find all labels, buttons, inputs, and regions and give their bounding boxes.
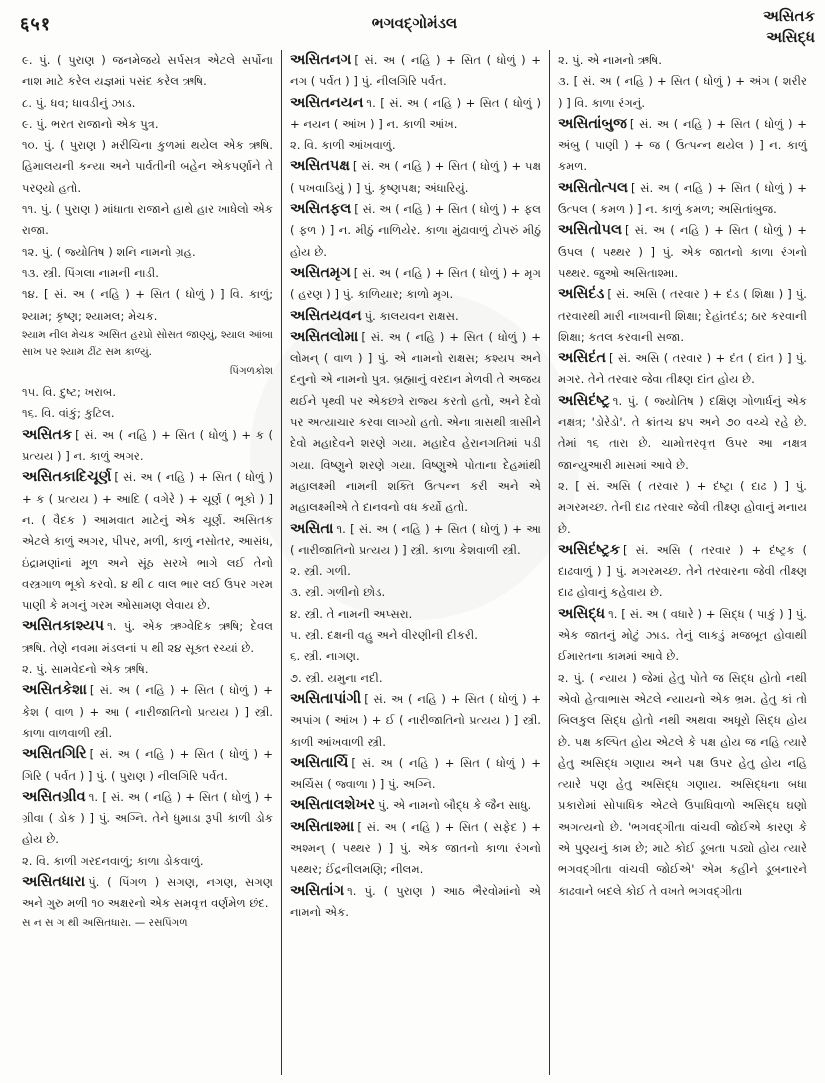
entry-headword: અસિતનગ — [290, 52, 352, 68]
entry-definition: ૨. પું. એ નામનો ઋષિ. — [558, 53, 662, 67]
dictionary-entry — [22, 744, 273, 787]
dictionary-entry — [558, 476, 807, 540]
dictionary-entry — [22, 382, 273, 403]
guide-word-last: અસિદ્ધ — [766, 28, 815, 46]
entry-quotation: શ્યામ નીલ મેચક અસિત હરપ્રો સોસત જાણ્યું, શ્યાલ આંબા સાખ પર શ્યામ ઢીંટ સમ કાળ્યું. — [22, 328, 273, 358]
dictionary-entry — [22, 403, 273, 424]
entry-headword: અસિતાંબુજ — [558, 115, 627, 132]
dictionary-entry — [290, 50, 541, 93]
entry-definition: [ સં. અ ( નહિ ) + સિત ( ધોળું ) + ક ( પ્રત્યય ) + આદિ ( વગેરે ) + ચૂર્ણ ( ભૂકો ) ] ન. ( વૈદક ) આમવાત માટેનું એક ચૂર્ણ. અસિતક એટલે કાળું અગર, પીપર, મળી, કાળું નસોતર, આસંધ, ઇંદ્રામણાંનાં મૂળ અને સૂંઠ સરખે ભાગે લઈ તેનો વસ્ત્રગાળ ભૂકો કરવો. ૪ થી ૮ વાલ ભાર લઈ ઉપર ગરમ પાણી કે મગનું ગરમ ઓસામણ લેવાય છે. — [22, 470, 273, 613]
column-1 — [14, 50, 281, 1075]
dictionary-entry — [558, 348, 807, 391]
dictionary-entry — [290, 689, 541, 753]
column-3 — [549, 50, 815, 1075]
entry-headword: અસિતકાદિચૂર્ણ — [22, 469, 112, 486]
dictionary-entry — [290, 263, 541, 306]
entry-source: પિંગળકોશ — [229, 364, 273, 377]
dictionary-entry — [558, 284, 807, 348]
entry-headword: અસિતાર્ચિ — [290, 754, 349, 771]
entry-headword: અસિતધારા — [22, 873, 86, 890]
entry-headword: અસિતાંગ — [290, 882, 345, 899]
dictionary-entry — [22, 659, 273, 680]
dictionary-entry — [22, 361, 273, 382]
entry-headword: અસિતનયન — [290, 94, 364, 111]
entry-definition: [ સં. અ ( નહિ ) + સિત ( ધોળું ) + મૃગ ( હરણ ) ] પું. કાળિયાર; કાળો મૃગ. — [290, 265, 541, 302]
dictionary-entry — [290, 753, 541, 796]
entry-definition: [ સં. અસિ ( તરવાર ) + દંત ( દાંત ) ] પું. મગર. તેને તરવાર જેવા તીક્ષ્ણ દાંત હોય છે. — [558, 351, 807, 387]
dictionary-entry — [558, 668, 807, 902]
dictionary-entry — [22, 872, 273, 915]
dictionary-entry — [558, 604, 807, 668]
dictionary-entry — [290, 881, 541, 924]
entry-definition: ૧. પું. એક ઋગ્વેદિક ઋષિ; દેવલ ઋષિ. તેણે નવમા મંડલનાં ૫ થી ૨૪ સૂક્ત રચ્યાં છે. — [22, 619, 273, 655]
dictionary-entry — [22, 242, 273, 263]
entry-headword: અસિતકાશ્યપ — [22, 618, 105, 635]
dictionary-entry — [22, 467, 273, 616]
entry-definition: ૯. પું. ( પુરાણ ) જનમેજયે સર્પસત્ર એટલે સર્પોના નાશ માટે કરેલ યજ્ઞમાં પસંદ કરેલ ઋષિ. — [22, 53, 273, 89]
entry-headword: અસિતકેશા — [22, 682, 87, 699]
entry-definition: [ સં. અ ( નહિ ) + સિત ( ધોળું ) + ઉત્પલ ( કમળ ) ] ન. કાળું કમળ; અસિતાંબુજ. — [558, 180, 807, 217]
entry-headword: અસિતગિરિ — [22, 746, 87, 763]
entry-definition: ૧૩. સ્ત્રી. પિંગલા નામની નાડી. — [22, 265, 159, 280]
entry-headword: અસિદંડ — [558, 286, 605, 303]
dictionary-entry — [290, 93, 541, 136]
entry-definition: ૯. પું. ભરત રાજાનો એક પુત્ર. — [22, 116, 159, 131]
entry-definition: ૮. પું. ધવ; ધાવડીનું ઝાડ. — [22, 95, 136, 110]
dictionary-entry — [22, 425, 273, 468]
entry-headword: અસિતાપાંગી — [290, 690, 362, 707]
dictionary-entry — [290, 668, 541, 689]
entry-headword: અસિતા — [290, 520, 334, 537]
page-number: ६५१ — [20, 14, 52, 35]
entry-definition: ૧. [ સં. અ ( વધારે ) + સિદ્ધ ( પાકું ) ] પું. એક જાતનું મોટું ઝાડ. તેનું લાકડું મજબૂત હોવાથી ઈમારતના કામમાં આવે છે. — [558, 606, 807, 664]
entry-definition: ૧. [ સં. અ ( નહિ ) + સિત ( ધોળું ) + ગ્રીવા ( ડોક ) ] પું. અગ્નિ. તેને ધુમાડા રૂપી કાળી ડોક હોય છે. — [22, 789, 273, 847]
entry-definition: [ સં. અ ( નહિ ) + સિત ( ધોળું ) + ઉપલ ( પથ્થર ) ] પું. એક જાતનો કાળા રંગનો પથ્થર. જુઓ અસિતાશ્મા. — [558, 223, 807, 280]
dictionary-entry — [290, 306, 541, 327]
dictionary-entry — [558, 178, 807, 221]
entry-definition: ૧૦. પું. ( પુરાણ ) મરીચિના કુળમાં થયેલ એક ઋષિ. હિમાલયની કન્યા અને પાર્વતીની બહેન એકપર્ણાને તે પરણ્યો હતો. — [22, 138, 273, 195]
entry-definition: [ સં. અ ( નહિ ) + સિત ( ધોળું ) + ફલ ( ફળ ) ] ન. મીઠું નાળિયેર. કાળા મુંઢાવાળું ટોપરું મીઠું હોય છે. — [290, 202, 541, 259]
dictionary-entry — [558, 391, 807, 476]
entry-headword: અસિદંષ્ટ્ર — [558, 392, 610, 409]
entry-definition: ૫. સ્ત્રી. દક્ષની વહુ અને વીરણીની દીકરી. — [290, 628, 478, 643]
dictionary-entry — [558, 220, 807, 284]
dictionary-entry — [22, 327, 273, 361]
dictionary-entry — [22, 851, 273, 872]
entry-definition: ૧૫. વિ. દુષ્ટ; ખરાબ. — [22, 385, 117, 400]
entry-headword: અસિદંષ્ટ્રક — [558, 541, 621, 558]
entry-definition: ૧. પું. ( જ્યોતિષ ) દક્ષિણ ગોળાર્ધનું એક નક્ષત્ર; 'ડોરેડો'. તે ક્રાંતચ ૪૫ અને ૭૦ વચ્ચે રહે છે. તેમાં ૧૬ તારા છે. ચામોત્તરવૃત્ત ઉપર આ નક્ષત્ર જાન્યુઆરી માસમાં આવે છે. — [558, 393, 807, 472]
entry-definition: ૨. પું. ( ન્યાય ) જેમાં હેતુ પોતે જ સિદ્ધ હોતો નથી એવો હેત્વાભાસ એટલે ન્યાયનો એક ભ્રમ. હેતુ કાં તો બિલકુલ સિદ્ધ હોતો નથી અથવા અધૂરો સિદ્ધ હોય છે. પક્ષ કલ્પિત હોય એટલે કે પક્ષ હોય જ નહિ ત્યારે હેતુ અસિદ્ધ ગણાય અને પક્ષ ઉપર હેતુ હોય નહિ ત્યારે પણ હેતુ અસિદ્ધ ગણાય. અસિદ્ધના બધા પ્રકારોમાં સોપાધિક એટલે ઉપાધિવાળો અસિદ્ધ ઘણો અગત્યનો છે. 'ભગવદ્ગીતા વાંચવી જોઈએ કારણ કે એ પુણ્યનું કામ છે; માટે કોઈ ડૂબતા પડ્યો હોય ત્યારે ભગવદ્ગીતા વાંચવી જોઈએ' એમ કહીને ડૂબનારને કાઢવાને બદલે કોઈ તે વખતે ભગવદ્ગીતા — [558, 670, 807, 898]
dictionary-entry — [22, 680, 273, 744]
dictionary-entry — [290, 604, 541, 625]
dictionary-entry — [290, 519, 541, 562]
entry-definition: ૩. [ સં. અ ( નહિ ) + સિત ( ધોળું ) + અંગ ( શરીર ) ] વિ. કાળા રંગનું. — [558, 74, 807, 110]
entry-definition: ૪. સ્ત્રી. તે નામની અપ્સરા. — [290, 606, 413, 621]
entry-definition: ૧૧. પું. ( પુરાણ ) માંધાતા રાજાને હાથે હાર ખાધેલો એક રાજા. — [22, 202, 273, 238]
entry-definition: [ સં. અ ( નહિ ) + સિત ( ધોળું ) + કેશ ( વાળ ) + આ ( નારીજાતિનો પ્રત્યય ) ] સ્ત્રી. કાળા વાળવાળી સ્ત્રી. — [22, 683, 273, 740]
dictionary-entry — [558, 50, 807, 71]
entry-definition: ૨. સ્ત્રી. ગળી. — [290, 564, 351, 579]
entry-definition: ૧૨. પું. ( જ્યોતિષ ) શનિ નામનો ગ્રહ. — [22, 244, 196, 259]
dictionary-entry — [290, 582, 541, 603]
dictionary-entry — [558, 71, 807, 114]
dictionary-entry — [290, 327, 541, 519]
dictionary-entry — [290, 135, 541, 156]
entry-headword: અસિદંત — [558, 350, 607, 367]
entry-definition: ૩. સ્ત્રી. ગળીનો છોડ. — [290, 585, 386, 600]
entry-headword: અસિતલોમા — [290, 328, 359, 345]
dictionary-entry — [22, 915, 273, 932]
dictionary-entry — [290, 795, 541, 816]
entry-definition: [ સં. અ ( નહિ ) + સિત ( ધોળું ) + અર્ચિસ ( જ્વાળા ) ] પું. અગ્નિ. — [290, 755, 541, 792]
entry-definition: ૨. [ સં. અસિ ( તરવાર ) + દંષ્ટ્રા ( દાઢ ) ] પું. મગરમચ્છ. તેની દાઢ તરવાર જેવી તીક્ષ્ણ હોવાનું મનાય છે. — [558, 478, 807, 536]
entry-headword: અસિતાશ્મા — [290, 818, 355, 835]
entry-definition: [ સં. અ ( નહિ ) + સિત ( ધોળું ) + ક ( પ્રત્યય ) ] ન. કાળું અગર. — [22, 427, 273, 464]
entry-definition: ૭. સ્ત્રી. યમુના નદી. — [290, 670, 383, 685]
guide-words — [763, 6, 815, 48]
dictionary-entry — [22, 284, 273, 327]
entry-definition: ૧૪. [ સં. અ ( નહિ ) + સિત ( ધોળું ) ] વિ. કાળું; શ્યામ; કૃષ્ણ; શ્યામલ; મેચક. — [22, 287, 273, 323]
entry-definition: ૧. [ સં. અ ( નહિ ) + સિત ( ધોળું ) + આ ( નારીજાતિનો પ્રત્યય ) ] સ્ત્રી. કાળા કેશવાળી સ્ત્રી. — [290, 521, 541, 557]
entry-definition: [ સં. અ ( નહિ ) + સિત ( ધોળું ) + લોમન્ ( વાળ ) ] પું. એ નામનો રાક્ષસ; કશ્યપ અને દનુનો એ નામનો પુત્ર. બ્રહ્માનું વરદાન મેળવી તે અજય થઈને પૃથ્વી પર એકછત્રે રાજ્ય કરતો હતો, અને દેવો પર અત્યાચાર કરવા લાગ્યો હતો. એના ત્રાસથી ત્રાસીને દેવો મહાદેવને શરણે ગયા. મહાદેવ હેરાનગતિમાં પડી ગયા. વિષ્ણુને શરણે ગયા. વિષ્ણુએ પોતાના દેહમાંથી મહાલક્ષ્મી નામની શક્તિ ઉત્પન્ન કરી અને એ મહાલક્ષ્મીએ તે દાનવનો વધ કર્યો હતો. — [290, 329, 541, 515]
dictionary-entry — [22, 93, 273, 114]
entry-definition: [ સં. અ ( નહિ ) + સિત ( ધોળું ) + ગિરિ ( પર્વત ) ] પું. ( પુરાણ ) નીલગિરિ પર્વત. — [22, 747, 273, 783]
entry-definition: ૬. સ્ત્રી. નાગણ. — [290, 649, 360, 664]
entry-definition: ૧. [ સં. અ ( નહિ ) + સિત ( ધોળું ) + નયન ( આંખ ) ] ન. કાળી આંખ. — [290, 95, 541, 131]
entry-columns — [14, 50, 815, 1075]
dictionary-entry — [290, 625, 541, 646]
entry-definition: ૨. વિ. કાળી ગરદનવાળું; કાળા ડોકવાળું. — [22, 853, 204, 868]
dictionary-entry — [22, 135, 273, 199]
dictionary-entry — [290, 156, 541, 199]
entry-headword: અસિતક — [22, 426, 73, 443]
entry-definition: [ સં. અસિ ( તરવાર ) + દંડ ( શિક્ષા ) ] પું. તરવારથી મારી નાખવાની શિક્ષા; દેહાંતદંડ; ઠાર કરવાની શિક્ષા; કતલ કરવાની સજા. — [558, 287, 807, 344]
entry-definition: [ સં. અસિ ( તરવાર ) + દંષ્ટ્રક ( દાઢવાળું ) ] પું. મગરમચ્છ. તેને તરવારના જેવી તીક્ષ્ણ દાઢ હોવાનું કહેવાય છે. — [558, 542, 807, 600]
dictionary-entry — [558, 114, 807, 178]
entry-headword: અસિતોપલ — [558, 222, 622, 239]
guide-word-first: અસિતક — [763, 7, 815, 25]
entry-definition: ૧. પું. ( પુરાણ ) આઠ ભૈરવોમાંનો એ નામનો એક. — [290, 883, 541, 919]
dictionary-entry — [290, 646, 541, 667]
entry-headword: અસિતાલશેખર — [290, 797, 376, 814]
entry-headword: અસિતયવન — [290, 307, 362, 324]
entry-definition: ૨. પું. સામવેદનો એક ઋષિ. — [22, 662, 149, 677]
dictionary-entry — [558, 540, 807, 604]
entry-definition: પું. કાલયવન રાક્ષસ. — [364, 308, 459, 323]
entry-quotation: સ ન સ ગ થી અસિતધારા. — રસપિંગળ — [22, 916, 188, 929]
dictionary-entry — [22, 787, 273, 851]
entry-headword: અસિતોત્પલ — [558, 179, 628, 196]
entry-definition: પું. ( પિંગળ ) સગણ, નગણ, સગણ અને ગુરુ મળી ૧૦ અક્ષરનો એક સમવૃત્ત વર્ણમેળ છંદ. — [22, 874, 273, 911]
entry-definition: [ સં. અ ( નહિ ) + સિત ( ધોળું ) + નગ ( પર્વત ) ] પું. નીલગિરિ પર્વત. — [290, 53, 541, 89]
entry-headword: અસિતગ્રીવ — [22, 788, 86, 805]
entry-headword: અસિતમૃગ — [290, 264, 351, 281]
entry-definition: [ સં. અ ( નહિ ) + સિત ( ધોળું ) + અંબુ ( પાણી ) + જ ( ઉત્પન્ન થયેલ ) ] ન. કાળું કમળ. — [558, 116, 807, 174]
entry-definition: પું. એ નામનો બૌદ્ધ કે જૈન સાધુ. — [378, 798, 532, 813]
dictionary-entry — [22, 50, 273, 93]
dictionary-entry — [22, 616, 273, 659]
dictionary-entry — [290, 561, 541, 582]
dictionary-entry — [22, 199, 273, 242]
dictionary-entry — [290, 817, 541, 881]
page-header — [14, 6, 815, 52]
dictionary-entry — [22, 114, 273, 135]
entry-definition: [ સં. અ ( નહિ ) + સિત ( ધોળું ) + પક્ષ ( પખવાડિયું ) ] પું. કૃષ્ણપક્ષ; અંધારિયું. — [290, 159, 541, 195]
dictionary-entry — [290, 199, 541, 263]
dictionary-entry — [22, 263, 273, 284]
entry-headword: અસિતપક્ષ — [290, 158, 350, 175]
entry-headword: અસિદ્ધ — [558, 605, 606, 622]
column-2 — [281, 50, 549, 1075]
entry-definition: ૨. વિ. કાળી આંખવાળું. — [290, 138, 396, 153]
entry-headword: અસિતફલ — [290, 201, 352, 218]
book-title: ભગવદ્ગોમંડલ — [371, 14, 458, 32]
entry-definition: [ સં. અ ( નહિ ) + સિત ( સફેદ ) + અશ્મન્ ( પથ્થર ) ] પું. એક જાતનો કાળા રંગનો પથ્થર; ઈંદ્રનીલમણિ; નીલમ. — [290, 819, 541, 877]
entry-definition: [ સં. અ ( નહિ ) + સિત ( ધોળું ) + અપાંગ ( આંખ ) + ઈ ( નારીજાતિનો પ્રત્યય ) ] સ્ત્રી. કાળી આંખવાળી સ્ત્રી. — [290, 691, 541, 749]
entry-definition: ૧૬. વિ. વાંકું; કુટિલ. — [22, 406, 115, 421]
